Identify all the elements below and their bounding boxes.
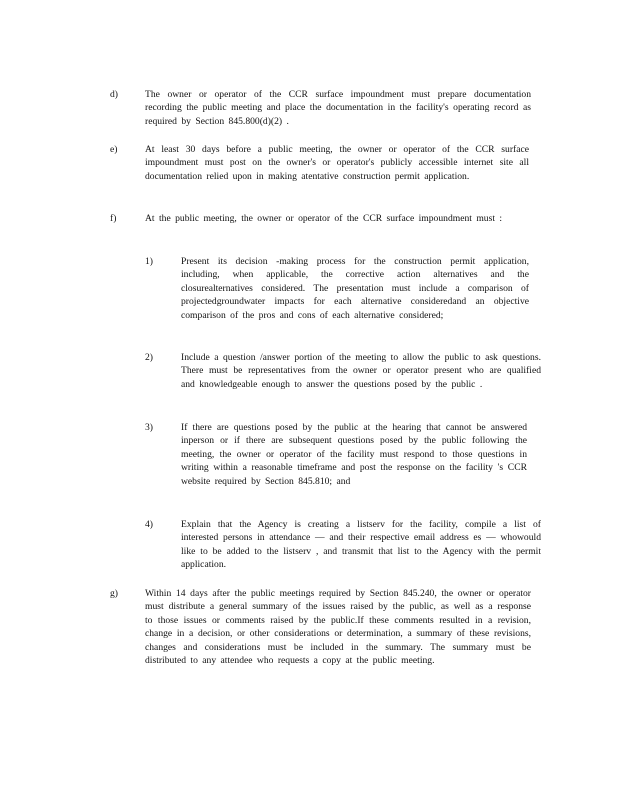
- sub-item-marker: 3): [145, 422, 153, 433]
- sub-item-marker: 4): [145, 519, 153, 530]
- item-text: The owner or operator of the CCR surface impoundment must prepare documentation recording the public meeting and place the documentation in the facility's operating record as required by Section 845.800(d)(2) .: [145, 89, 531, 127]
- item-text: At the public meeting, the owner or operator of the CCR surface impoundment must :: [145, 213, 503, 224]
- sub-item-marker: 2): [145, 352, 153, 363]
- sub-item-text: Present its decision -making process for the construction permit application, including, when applicable, the corrective action alternatives and the closurealternatives considered. The presentation must include a comparison of projectedgroundwater impacts for each alternative consideredand an objective comparison of the pros and cons of each alternative considered;: [181, 256, 529, 321]
- sub-item-text: Explain that the Agency is creating a listserv for the facility, compile a list of interested persons in attendance — and their respective email address es — whowould like to be added to the listserv , and transmit that list to the Agency with the permit application.: [181, 519, 541, 571]
- item-marker: d): [110, 89, 118, 100]
- item-text: Within 14 days after the public meetings required by Section 845.240, the owner or operator must distribute a general summary of the issues raised by the public, as well as a response to those issues or comments raised by the public.If these comments resulted in a revision, change in a decision, or other considerations or determination, a summary of these revisions, changes and considerations must be included in the summary. The summary must be distributed to any attendee who requests a copy at the public meeting.: [145, 588, 531, 667]
- sub-item-text: If there are questions posed by the public at the hearing that cannot be answered inperson or if there are subsequent questions posed by the public following the meeting, the owner or operator of the facility must respond to those questions in writing within a reasonable timeframe and post the response on the facility 's CCR website required by Section 845.810; and: [181, 422, 527, 487]
- sub-item-text: Include a question /answer portion of the meeting to allow the public to ask questions. There must be representatives from the owner or operator present who are qualified and knowledgeable enough to answer the questions posed by the public .: [181, 352, 541, 390]
- sub-item-marker: 1): [145, 256, 153, 267]
- item-marker: e): [110, 144, 118, 155]
- item-text: At least 30 days before a public meeting, the owner or operator of the CCR surface impoundment must post on the owner's or operator's publicly accessible internet site all documentation relied upon in making atentative construction permit application.: [145, 144, 529, 182]
- item-marker: f): [110, 213, 117, 224]
- item-marker: g): [110, 588, 118, 599]
